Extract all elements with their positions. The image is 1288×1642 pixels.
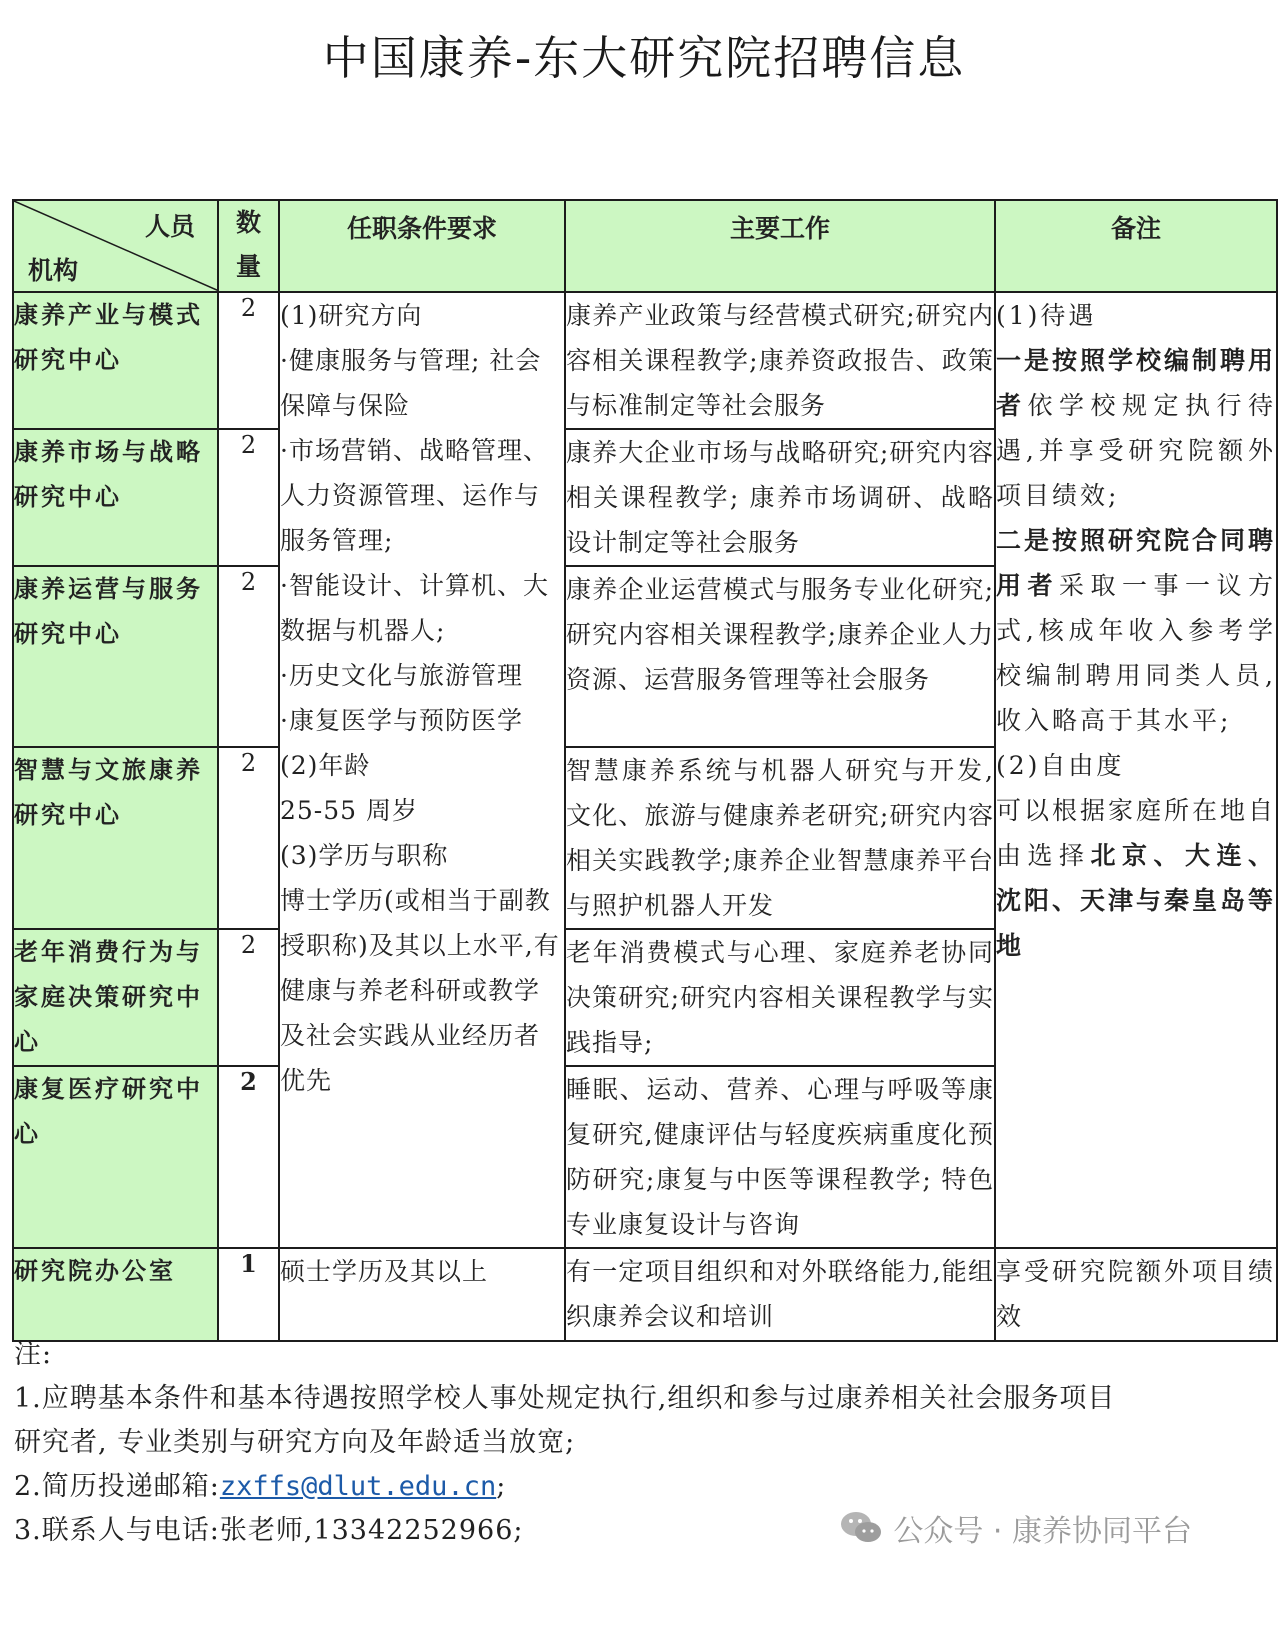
- unit-cell: 智慧与文旅康养研究中心: [13, 747, 218, 929]
- req-age: 25-55 周岁: [280, 796, 419, 825]
- table-header-row: [13, 200, 1277, 292]
- rem-paragraph-2: [996, 518, 1276, 743]
- rem-bold-1: 一是按照学校编制聘用者: [996, 346, 1277, 420]
- wechat-icon: [839, 1509, 883, 1547]
- req-heading-age: (2)年龄: [280, 751, 371, 780]
- rem-paragraph-3: [996, 788, 1276, 968]
- req-heading-direction: (1)研究方向: [280, 301, 423, 330]
- rem-paragraph-1: [996, 338, 1276, 518]
- quantity-cell: 2: [218, 566, 279, 747]
- header-institution: 机构: [28, 256, 79, 285]
- header-duties-cell: [565, 200, 995, 292]
- quantity-cell: 2: [218, 1066, 279, 1248]
- header-quantity-cell: [218, 200, 279, 292]
- req-education: 博士学历(或相当于副教授职称)及其以上水平,有健康与养老科研或教学及社会实践从业经历者优先: [280, 886, 560, 1095]
- unit-cell: 研究院办公室: [13, 1248, 218, 1341]
- page-title: 中国康养-东大研究院招聘信息: [322, 31, 966, 85]
- unit-cell: 康复医疗研究中心: [13, 1066, 218, 1248]
- remarks-cell: 享受研究院额外项目绩效: [995, 1248, 1277, 1341]
- rem-text-1: 依学校规定执行待遇,并享受研究院额外项目绩效;: [996, 391, 1276, 510]
- duties-cell: 老年消费模式与心理、家庭养老协同决策研究;研究内容相关课程教学与实践指导;: [565, 929, 995, 1066]
- table-row: [13, 1248, 1277, 1341]
- rem-heading-treatment: (1)待遇: [996, 301, 1097, 330]
- note-3: 3.联系人与电话:张老师,13342252966;: [14, 1515, 524, 1546]
- unit-cell: 康养产业与模式研究中心: [13, 292, 218, 429]
- header-remarks-cell: [995, 200, 1277, 292]
- duties-cell: 睡眠、运动、营养、心理与呼吸等康复研究,健康评估与轻度疾病重度化预防研究;康复与中医等课程教学; 特色专业康复设计与咨询: [565, 1066, 995, 1248]
- watermark: [839, 1506, 1192, 1550]
- table-row: [13, 292, 1277, 429]
- unit-cell: 康养运营与服务研究中心: [13, 566, 218, 747]
- rem-bold-3: 北京、大连、沈阳、天津与秦皇岛等地: [996, 841, 1277, 960]
- header-quantity: 数量: [235, 208, 261, 281]
- quantity-cell: 2: [218, 747, 279, 929]
- quantity-cell: 2: [218, 292, 279, 429]
- req-heading-education: (3)学历与职称: [280, 841, 449, 870]
- note-2: [14, 1465, 1276, 1509]
- req-item: ·市场营销、战略管理、人力资源管理、运作与服务管理;: [280, 436, 549, 555]
- req-item: ·健康服务与管理; 社会保障与保险: [280, 346, 542, 420]
- quantity-cell: 2: [218, 929, 279, 1066]
- quantity-cell: 1: [218, 1248, 279, 1341]
- unit-cell: 康养市场与战略研究中心: [13, 429, 218, 566]
- remarks-cell: [995, 292, 1277, 1248]
- req-item: ·智能设计、计算机、大数据与机器人;: [280, 571, 549, 645]
- corner-header-cell: [13, 200, 218, 292]
- watermark-text: 公众号 · 康养协同平台: [893, 1514, 1192, 1549]
- requirements-cell: 硕士学历及其以上: [279, 1248, 565, 1341]
- duties-cell: 康养大企业市场与战略研究;研究内容相关课程教学; 康养市场调研、战略设计制定等社会服务: [565, 429, 995, 566]
- rem-text-2: 采取一事一议方式,核成年收入参考学校编制聘用同类人员,收入略高于其水平;: [996, 571, 1276, 735]
- email-link[interactable]: zxffs@dlut.edu.cn: [219, 1471, 497, 1502]
- duties-cell: 康养企业运营模式与服务专业化研究;研究内容相关课程教学;康养企业人力资源、运营服务管理等社会服务: [565, 566, 995, 747]
- note-1a: 1.应聘基本条件和基本待遇按照学校人事处规定执行,组织和参与过康养相关社会服务项目: [14, 1383, 1116, 1414]
- header-requirements-cell: [279, 200, 565, 292]
- req-item: ·历史文化与旅游管理: [280, 661, 523, 690]
- recruitment-table: [12, 199, 1278, 1342]
- quantity-cell: 2: [218, 429, 279, 566]
- notes-heading: 注:: [14, 1339, 53, 1370]
- header-duties: 主要工作: [729, 214, 830, 243]
- header-personnel: 人员: [144, 212, 195, 241]
- req-item: ·康复医学与预防医学: [280, 706, 523, 735]
- unit-cell: 老年消费行为与家庭决策研究中心: [13, 929, 218, 1066]
- rem-bold-2: 二是按照研究院合同聘用者: [996, 526, 1277, 600]
- duties-cell: 康养产业政策与经营模式研究;研究内容相关课程教学;康养资政报告、政策与标准制定等社会服务: [565, 292, 995, 429]
- note-2-prefix: 2.简历投递邮箱:: [14, 1471, 220, 1502]
- header-remarks: 备注: [1110, 214, 1161, 243]
- duties-cell: 智慧康养系统与机器人研究与开发, 文化、旅游与健康养老研究;研究内容相关实践教学;康养企业智慧康养平台与照护机器人开发: [565, 747, 995, 929]
- note-2-suffix: ;: [496, 1471, 507, 1502]
- duties-cell: 有一定项目组织和对外联络能力,能组织康养会议和培训: [565, 1248, 995, 1341]
- rem-text-3: 可以根据家庭所在地自由选择: [996, 796, 1277, 870]
- note-1b: 研究者, 专业类别与研究方向及年龄适当放宽;: [14, 1427, 576, 1458]
- header-requirements: 任职条件要求: [346, 214, 497, 243]
- rem-heading-freedom: (2)自由度: [996, 751, 1125, 780]
- requirements-cell: [279, 292, 565, 1248]
